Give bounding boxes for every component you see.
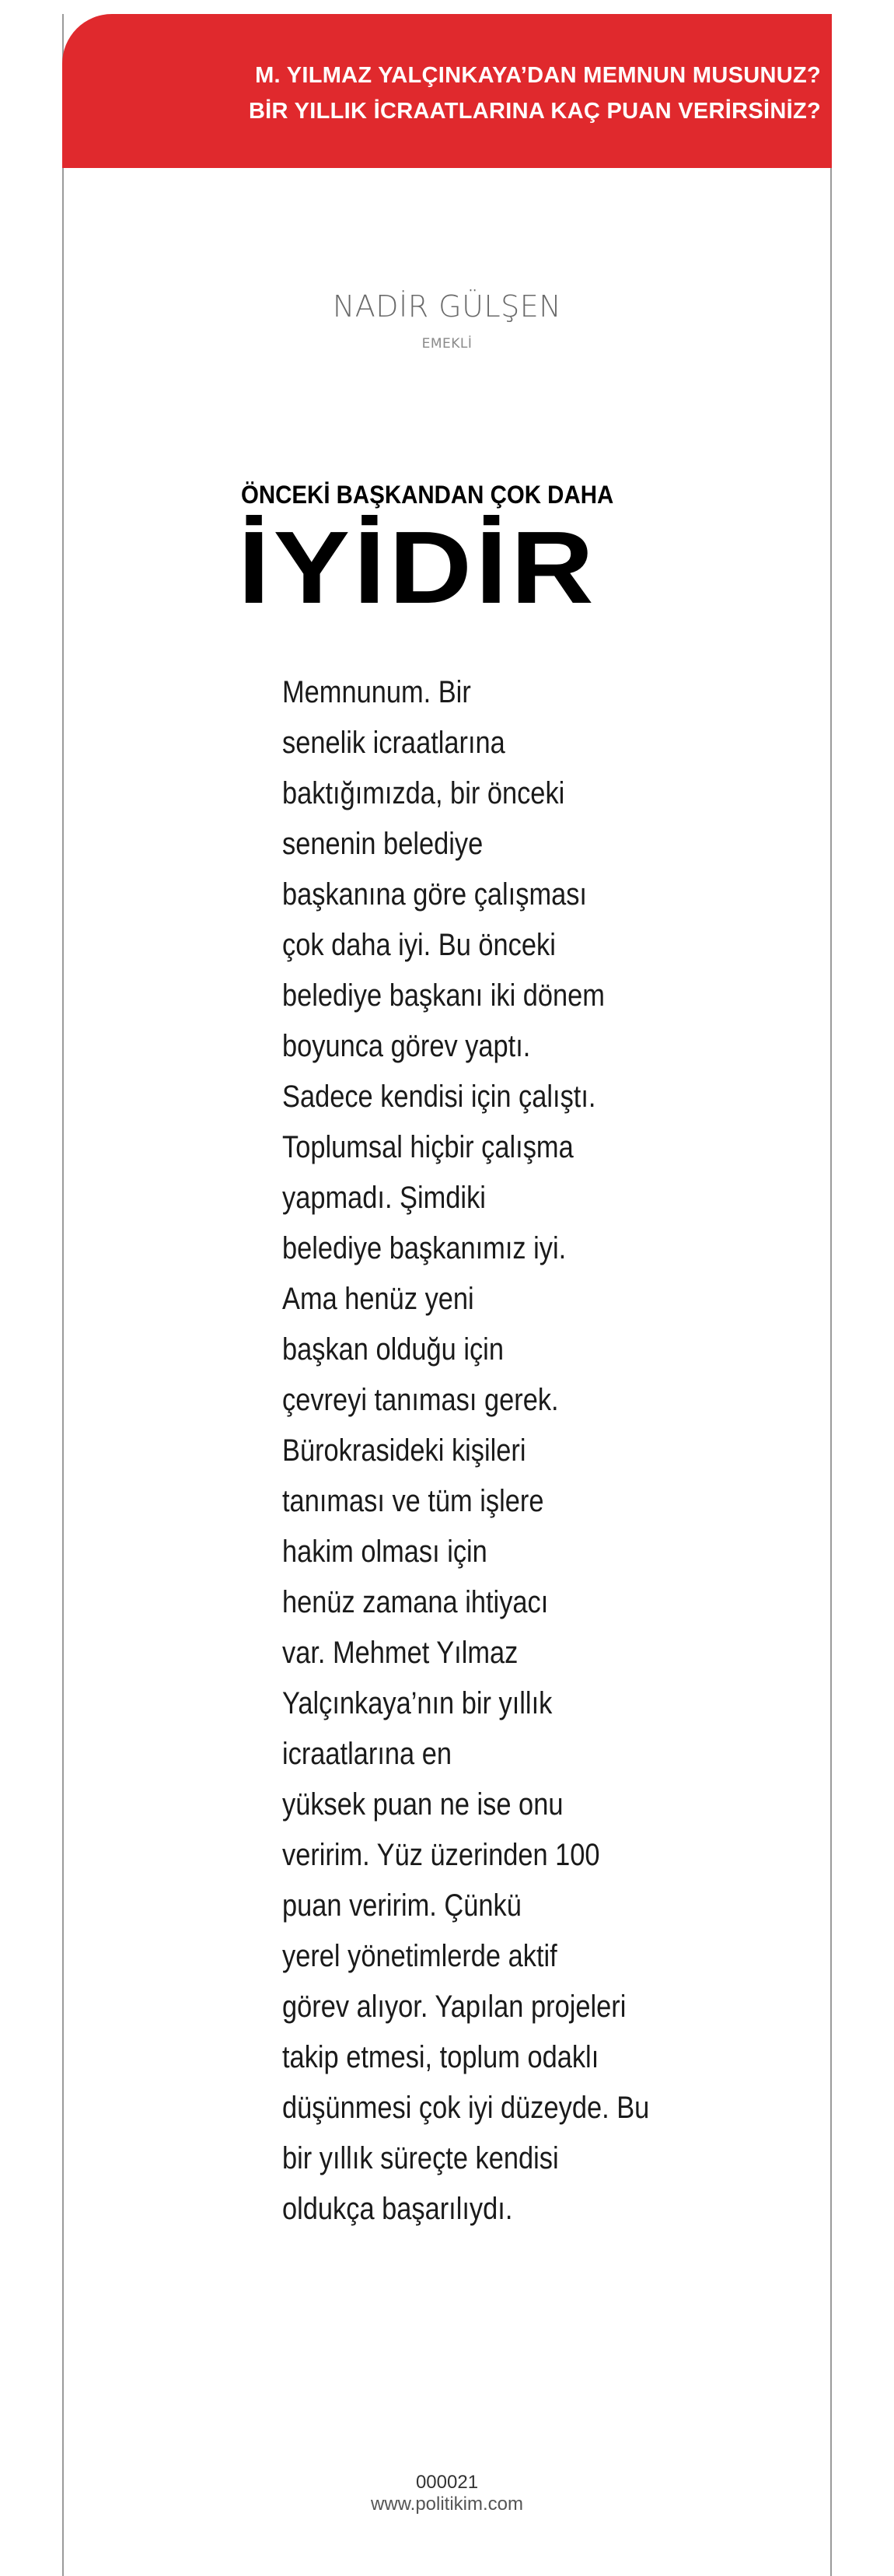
body-line: oldukça başarılıydı. [282, 2192, 513, 2226]
body-line: senenin belediye [282, 827, 484, 861]
body-line: Bürokrasideki kişileri [282, 1433, 526, 1468]
article-body [282, 667, 749, 2235]
body-line: henüz zamana ihtiyacı [282, 1585, 549, 1619]
body-line: düşünmesi çok iyi düzeyde. Bu [282, 2091, 650, 2125]
body-line: tanıması ve tüm işlere [282, 1484, 544, 1518]
body-line: yerel yönetimlerde aktif [282, 1939, 557, 1973]
body-line: çevreyi tanıması gerek. [282, 1383, 559, 1417]
banner-line-2: BİR YILLIK İCRAATLARINA KAÇ PUAN VERİRSİNİZ? [248, 99, 821, 124]
body-line: Memnunum. Bir [282, 675, 471, 709]
body-line: Ama henüz yeni [282, 1282, 474, 1316]
body-line: Sadece kendisi için çalıştı. [282, 1080, 596, 1114]
author-role: EMEKLİ [421, 336, 473, 352]
body-line: yüksek puan ne ise onu [282, 1787, 564, 1822]
body-line: belediye başkanımız iyi. [282, 1231, 567, 1265]
body-line: veririm. Yüz üzerinden 100 [282, 1838, 600, 1872]
banner-line-1: M. YILMAZ YALÇINKAYA’DAN MEMNUN MUSUNUZ? [255, 63, 821, 88]
body-line: var. Mehmet Yılmaz [282, 1636, 519, 1670]
body-line: yapmadı. Şimdiki [282, 1181, 486, 1215]
body-line: görev alıyor. Yapılan projeleri [282, 1990, 627, 2024]
body-line: baktığımızda, bir önceki [282, 776, 565, 810]
body-line: başkan olduğu için [282, 1332, 504, 1367]
headline-kicker: ÖNCEKİ BAŞKANDAN ÇOK DAHA [241, 481, 614, 509]
headline: İYİDİR [238, 510, 598, 625]
body-line: çok daha iyi. Bu önceki [282, 928, 556, 962]
body-line: senelik icraatlarına [282, 726, 505, 760]
body-line: puan veririm. Çünkü [282, 1888, 522, 1923]
body-line: Toplumsal hiçbir çalışma [282, 1130, 574, 1164]
body-line: belediye başkanı iki dönem [282, 978, 605, 1013]
question-banner [62, 14, 832, 168]
author-name: NADİR GÜLŞEN [332, 289, 562, 324]
body-line: başkanına göre çalışması [282, 877, 587, 912]
body-line: bir yıllık süreçte kendisi [282, 2141, 559, 2175]
website-link[interactable]: www.politikim.com [370, 2494, 524, 2515]
body-line: Yalçınkaya’nın bir yıllık [282, 1686, 553, 1720]
body-line: takip etmesi, toplum odaklı [282, 2040, 599, 2074]
page-code: 000021 [415, 2472, 479, 2493]
body-line: boyunca görev yaptı. [282, 1029, 531, 1063]
body-line: hakim olması için [282, 1535, 487, 1569]
body-line: icraatlarına en [282, 1737, 452, 1771]
